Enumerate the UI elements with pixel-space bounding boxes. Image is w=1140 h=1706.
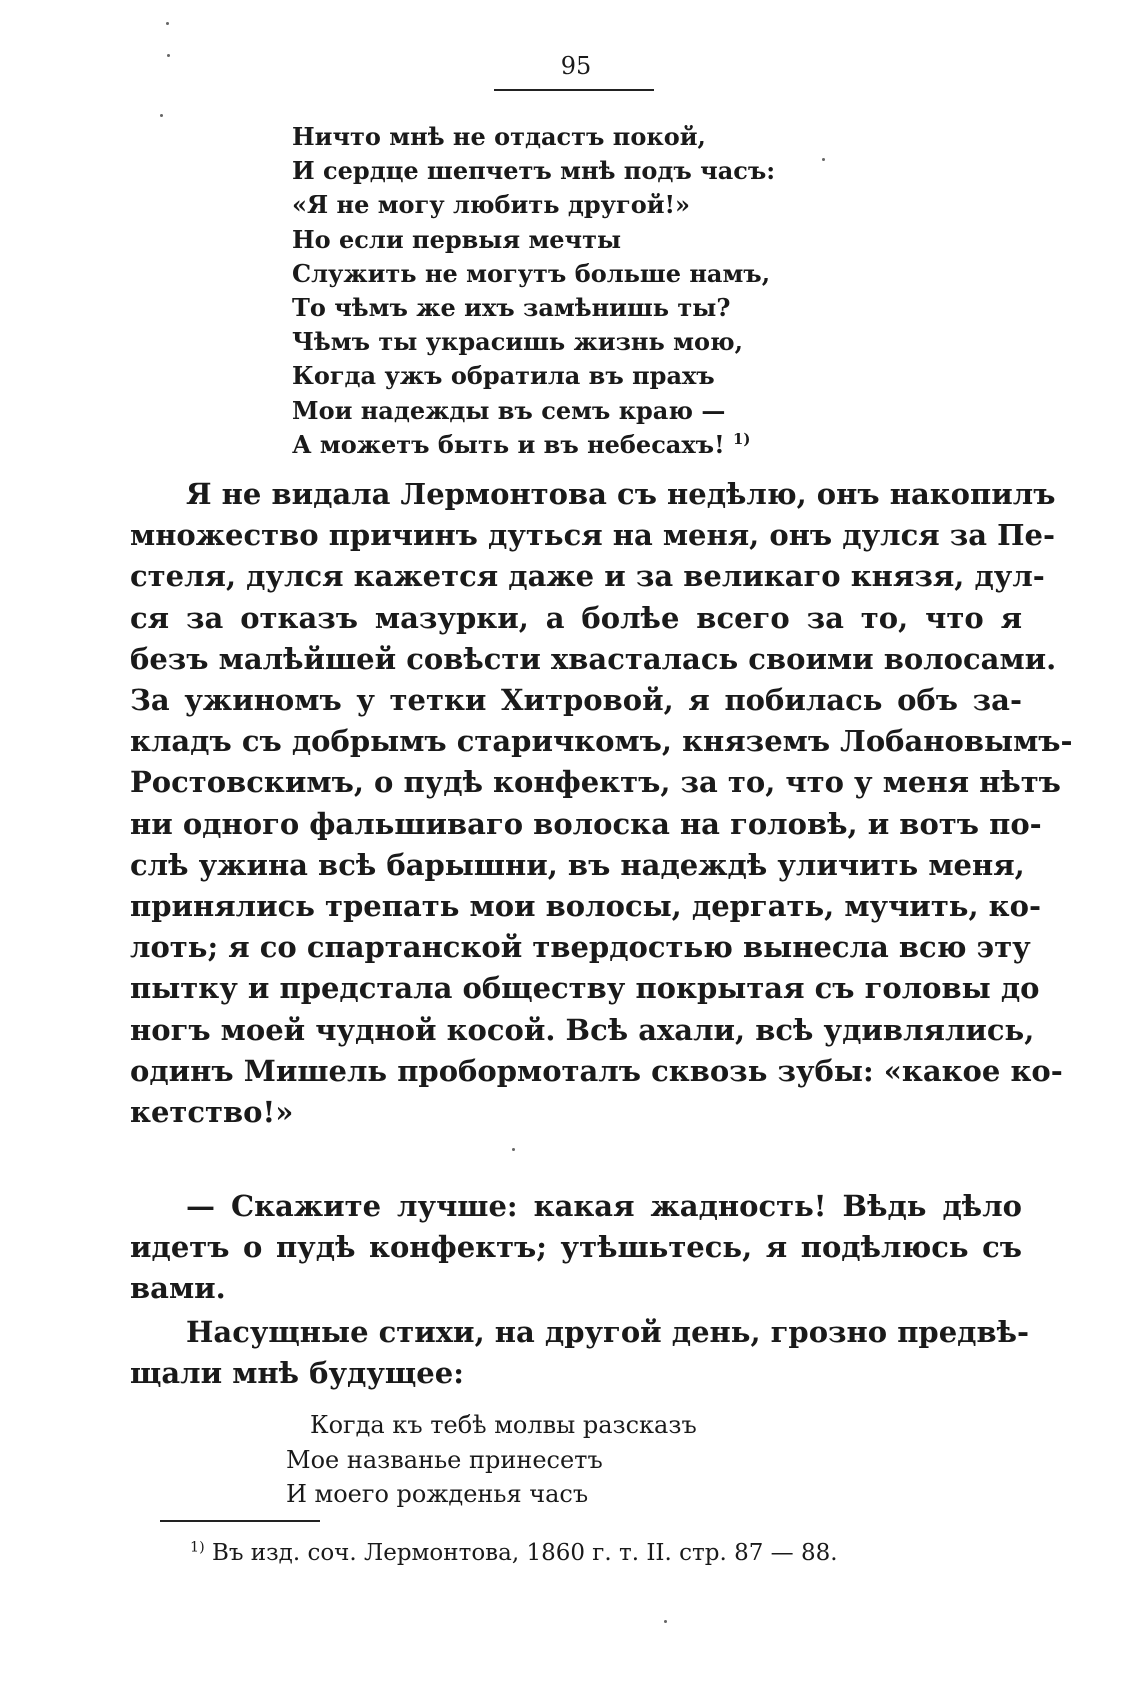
paragraph-3 — [130, 1312, 1030, 1394]
footnote-mark: 1) — [190, 1539, 205, 1556]
verse-line: Чѣмъ ты украсишь жизнь мою, — [292, 327, 743, 357]
verse-line: Но если первыя мечты — [292, 224, 622, 254]
footnote — [190, 1538, 838, 1568]
verse-line: То чѣмъ же ихъ замѣнишь ты? — [292, 293, 731, 323]
verse-line: Служить не могутъ больше намъ, — [292, 258, 771, 288]
text-line: кладъ съ добрымъ старичкомъ, княземъ Лобановымъ- — [130, 724, 1073, 759]
paragraph-1 — [130, 474, 1073, 1133]
text-line: Ростовскимъ, о пудѣ конфектъ, за то, что у меня нѣтъ — [130, 765, 1061, 800]
text-line: кетство!» — [130, 1095, 294, 1130]
text-line: ни одного фальшиваго волоска на головѣ, и вотъ по- — [130, 806, 1042, 841]
verse-bottom — [286, 1408, 886, 1512]
footnote-rule — [160, 1520, 320, 1522]
text-line: идетъ о пудѣ конфектъ; утѣшьтесь, я подѣлюсь съ — [130, 1230, 1022, 1265]
text-line: одинъ Мишель пробормоталъ сквозь зубы: «какое ко- — [130, 1053, 1063, 1088]
text-line: щали мнѣ будущее: — [130, 1356, 464, 1391]
verse-line: Когда къ тебѣ молвы разсказъ — [310, 1411, 697, 1439]
print-speck — [167, 54, 170, 57]
page-number: 95 — [560, 52, 592, 80]
verse-line: И моего рожденья часъ — [286, 1480, 589, 1508]
print-speck — [822, 158, 825, 161]
text-line: слѣ ужина всѣ барышни, въ надеждѣ уличить меня, — [130, 847, 1025, 882]
footnote-reference[interactable]: 1) — [732, 429, 751, 448]
print-speck — [166, 22, 169, 25]
verse-line: И сердце шепчетъ мнѣ подъ часъ: — [292, 156, 776, 186]
text-line: За ужиномъ у тетки Хитровой, я побилась объ за- — [130, 683, 1022, 718]
header-rule — [494, 89, 654, 91]
print-speck — [512, 1148, 515, 1151]
verse-line: Ничто мнѣ не отдастъ покой, — [292, 122, 706, 151]
text-line: принялись трепать мои волосы, дергать, мучить, ко- — [130, 889, 1041, 924]
verse-line — [292, 428, 932, 462]
verse-line: Когда ужъ обратила въ прахъ — [292, 361, 715, 391]
paragraph-2 — [130, 1186, 1022, 1310]
text-line: лоть; я со спартанской твердостью вынесла всю эту — [130, 930, 1031, 965]
text-line: ногъ моей чудной косой. Всѣ ахали, всѣ удивлялись, — [130, 1012, 1035, 1047]
verse-top — [292, 120, 932, 462]
text-line: множество причинъ дуться на меня, онъ дулся за Пе- — [130, 518, 1056, 553]
print-speck — [160, 114, 163, 117]
verse-line: «Я не могу любить другой!» — [292, 190, 691, 220]
verse-line: Мои надежды въ семъ краю — — [292, 395, 726, 425]
text-line: ся за отказъ мазурки, а болѣе всего за то, что я — [130, 600, 1022, 635]
text-line: Я не видала Лермонтова съ недѣлю, онъ накопилъ — [186, 477, 1056, 511]
text-line: пытку и предстала обществу покрытая съ головы до — [130, 971, 1040, 1006]
verse-line-text: А можетъ быть и въ небесахъ! — [292, 429, 725, 459]
text-line: Насущные стихи, на другой день, грозно предвѣ- — [186, 1315, 1030, 1349]
text-line: стеля, дулся кажется даже и за великаго князя, дул- — [130, 559, 1045, 594]
text-line: вами. — [130, 1271, 226, 1306]
text-line: безъ малѣйшей совѣсти хвасталась своими волосами. — [130, 641, 1057, 676]
verse-line: Мое названье принесетъ — [286, 1445, 603, 1474]
text-line: — Скажите лучше: какая жадность! Вѣдь дѣло — [186, 1189, 1022, 1223]
footnote-text: Въ изд. соч. Лермонтова, 1860 г. т. II. стр. 87 — 88. — [204, 1540, 838, 1566]
print-speck — [664, 1620, 667, 1623]
